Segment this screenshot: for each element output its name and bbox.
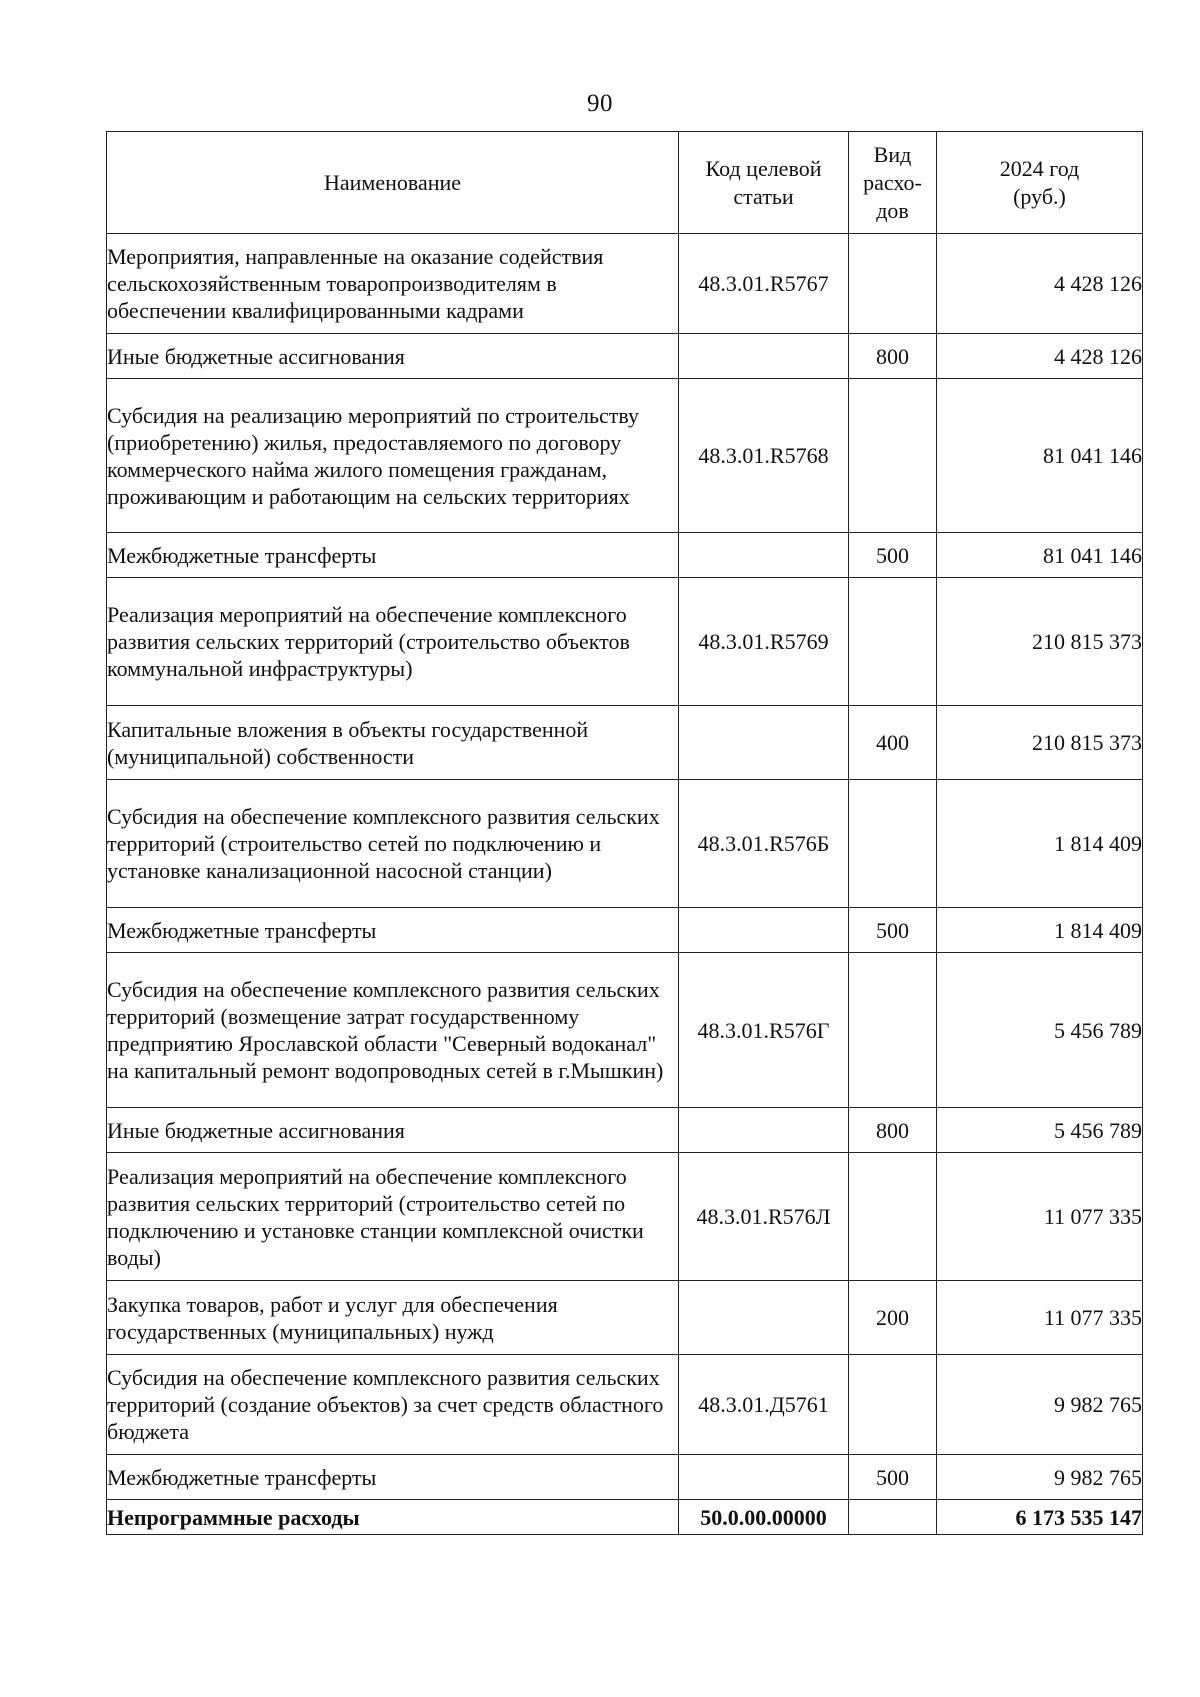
row-code: 48.3.01.R5767 [679,234,849,334]
row-sum: 4 428 126 [937,334,1143,379]
row-sum: 1 814 409 [937,780,1143,908]
row-code: 48.3.01.R576Л [679,1153,849,1281]
row-name: Межбюджетные трансферты [107,1455,679,1500]
header-type-line1: Вид [873,141,912,167]
header-code [679,132,849,234]
table-total-row [107,1500,1143,1535]
row-type: 800 [849,1108,937,1153]
row-name: Реализация мероприятий на обеспечение комплексного развития сельских территорий (строительство сетей по подключению и установке станции комплексной очистки воды) [107,1153,679,1281]
row-sum: 210 815 373 [937,578,1143,706]
table-row [107,578,1143,706]
row-code [679,1108,849,1153]
row-type: 800 [849,334,937,379]
row-code: 48.3.01.Д5761 [679,1355,849,1455]
row-sum: 81 041 146 [937,379,1143,533]
row-name: Субсидия на обеспечение комплексного развития сельских территорий (строительство сетей по подключению и установке канализационной насосной станции) [107,780,679,908]
row-name: Реализация мероприятий на обеспечение комплексного развития сельских территорий (строительство объектов коммунальной инфраструктуры) [107,578,679,706]
row-code: 48.3.01.R576Б [679,780,849,908]
header-name [107,132,679,234]
header-name-label: Наименование [323,169,462,195]
row-code: 48.3.01.R576Г [679,953,849,1108]
row-sum: 9 982 765 [937,1355,1143,1455]
row-code [679,908,849,953]
row-name: Субсидия на обеспечение комплексного развития сельских территорий (возмещение затрат государственному предприятию Ярославской области "Северный водоканал" на капитальный ремонт водопроводных сетей в г.Мышкин) [107,953,679,1108]
row-type: 500 [849,1455,937,1500]
row-sum: 81 041 146 [937,533,1143,578]
row-name: Капитальные вложения в объекты государственной (муниципальной) собственности [107,706,679,780]
row-name: Межбюджетные трансферты [107,908,679,953]
table-row [107,953,1143,1108]
row-type [849,1355,937,1455]
row-type [849,953,937,1108]
page-number: 90 [587,90,613,117]
table-row [107,908,1143,953]
header-sum-line1: 2024 год [999,155,1080,181]
row-code: 48.3.01.R5769 [679,578,849,706]
row-name: Субсидия на реализацию мероприятий по строительству (приобретению) жилья, предоставляемого по договору коммерческого найма жилого помещения гражданам, проживающим и работающим на сельских территориях [107,379,679,533]
table-row [107,1153,1143,1281]
row-type [849,234,937,334]
row-type: 500 [849,908,937,953]
row-sum: 11 077 335 [937,1281,1143,1355]
table-row [107,234,1143,334]
table-row [107,780,1143,908]
header-sum-line2: (руб.) [1013,183,1066,209]
row-sum: 9 982 765 [937,1455,1143,1500]
header-type [849,132,937,234]
row-code: 48.3.01.R5768 [679,379,849,533]
header-type-line2: расхо- [863,169,922,195]
table-row [107,1281,1143,1355]
row-type [849,578,937,706]
row-type: 500 [849,533,937,578]
header-code-line2: статьи [733,183,794,209]
row-sum: 11 077 335 [937,1153,1143,1281]
table-row [107,706,1143,780]
header-sum [937,132,1143,234]
total-code: 50.0.00.00000 [679,1500,849,1535]
row-type: 200 [849,1281,937,1355]
row-code [679,1281,849,1355]
total-name: Непрограммные расходы [107,1500,679,1535]
row-name: Субсидия на обеспечение комплексного развития сельских территорий (создание объектов) за счет средств областного бюджета [107,1355,679,1455]
header-type-line3: дов [876,197,909,223]
header-code-line1: Код целевой [705,155,822,181]
row-sum: 5 456 789 [937,953,1143,1108]
row-name: Иные бюджетные ассигнования [107,1108,679,1153]
row-type: 400 [849,706,937,780]
table-row [107,1455,1143,1500]
row-name: Иные бюджетные ассигнования [107,334,679,379]
table-row [107,533,1143,578]
row-sum: 5 456 789 [937,1108,1143,1153]
table-row [107,379,1143,533]
row-code [679,334,849,379]
row-name: Мероприятия, направленные на оказание содействия сельскохозяйственным товаропроизводителям в обеспечении квалифицированными кадрами [107,234,679,334]
row-type [849,780,937,908]
total-type [849,1500,937,1535]
table-row [107,1355,1143,1455]
budget-table [106,131,1143,1535]
row-code [679,706,849,780]
row-code [679,533,849,578]
row-code [679,1455,849,1500]
row-name: Закупка товаров, работ и услуг для обеспечения государственных (муниципальных) нужд [107,1281,679,1355]
row-type [849,1153,937,1281]
row-type [849,379,937,533]
total-sum: 6 173 535 147 [937,1500,1143,1535]
table-row [107,1108,1143,1153]
row-sum: 4 428 126 [937,234,1143,334]
row-name: Межбюджетные трансферты [107,533,679,578]
table-header-row [107,132,1143,234]
row-sum: 1 814 409 [937,908,1143,953]
table-row [107,334,1143,379]
row-sum: 210 815 373 [937,706,1143,780]
